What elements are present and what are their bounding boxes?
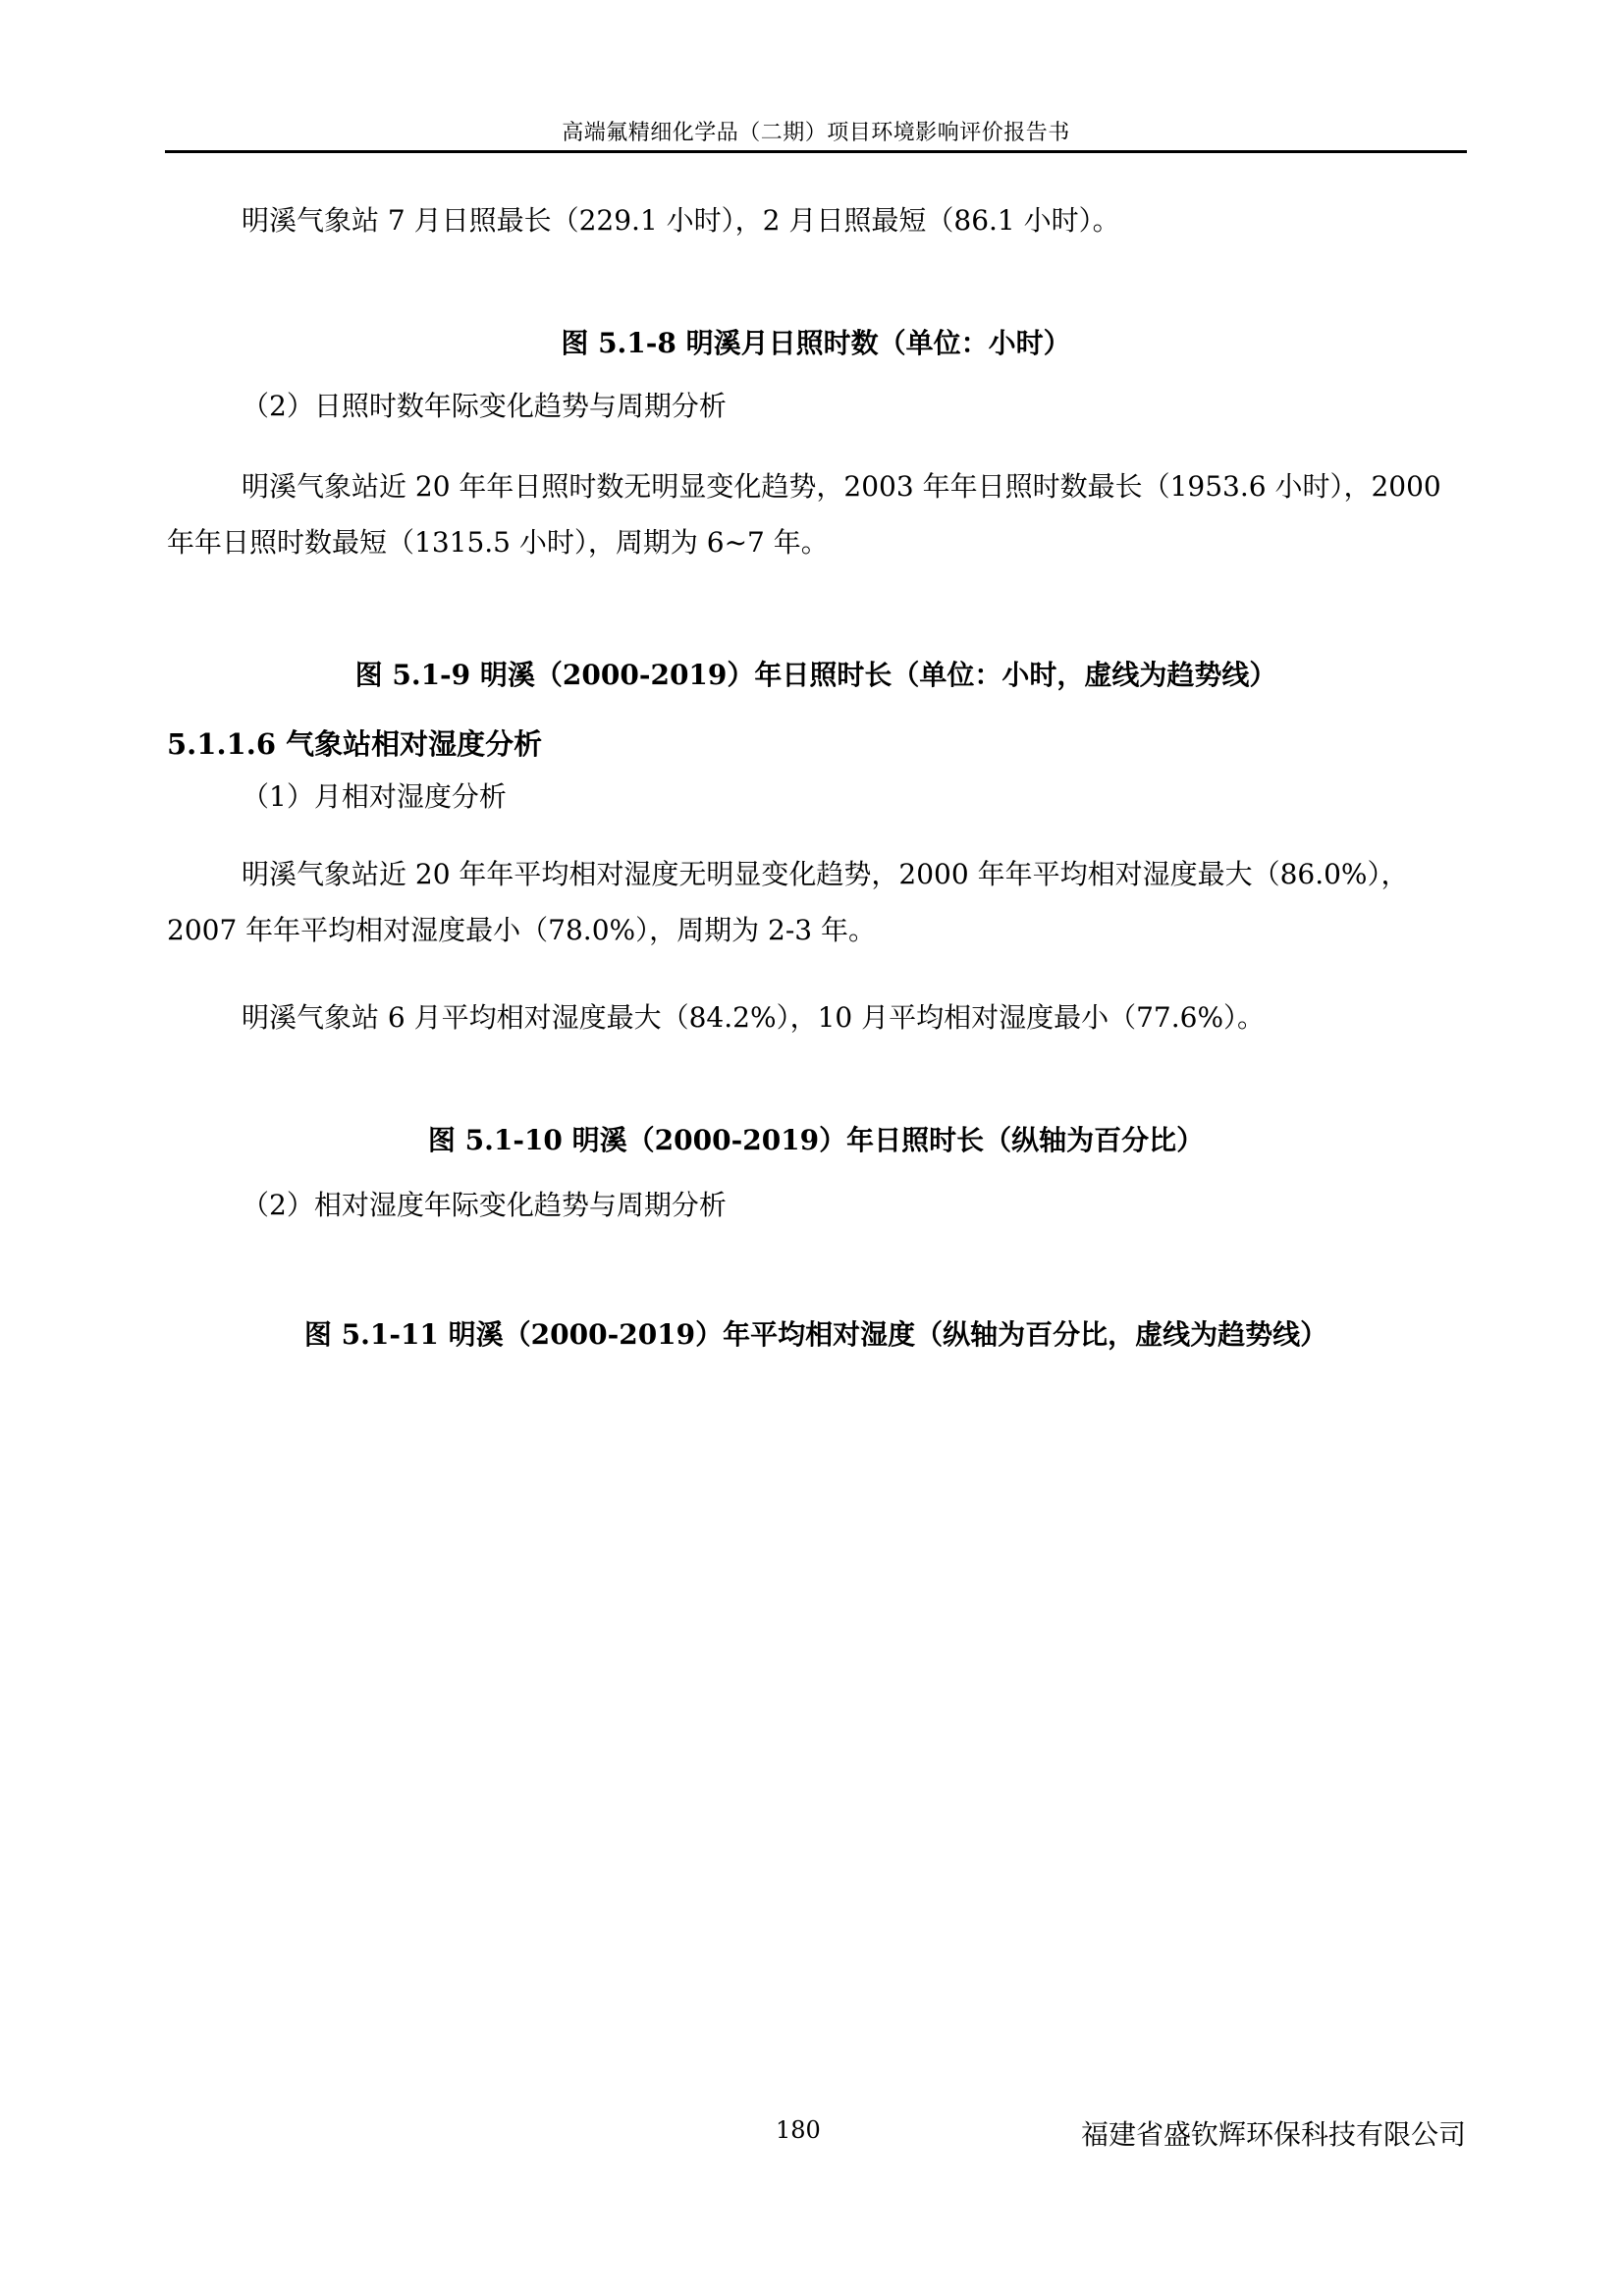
figure-caption-5-1-8: 图 5.1-8 明溪月日照时数（单位：小时） [561,327,1071,359]
page-number: 180 [776,2116,821,2144]
paragraph-humidity-month: 明溪气象站 6 月平均相对湿度最大（84.2%），10 月平均相对湿度最小（77.6%）。 [242,1001,1266,1034]
subheading-sunshine-interannual: （2）日照时数年际变化趋势与周期分析 [242,390,727,422]
figure-caption-5-1-10: 图 5.1-10 明溪（2000-2019）年日照时长（纵轴为百分比） [427,1124,1205,1156]
figure-caption-5-1-9: 图 5.1-9 明溪（2000-2019）年日照时长（单位：小时，虚线为趋势线） [354,659,1277,691]
paragraph-sunshine-trend: 明溪气象站近 20 年年日照时数无明显变化趋势，2003 年年日照时数最长（1953.6 小时），2000 年年日照时数最短（1315.5 小时），周期为 6~7 年。 [167,470,1441,559]
footer-company-name: 福建省盛钦辉环保科技有限公司 [1080,2118,1466,2151]
page-header-title: 高端氟精细化学品（二期）项目环境影响评价报告书 [562,121,1070,145]
paragraph-sunshine-month: 明溪气象站 7 月日照最长（229.1 小时），2 月日照最短（86.1 小时）。 [242,204,1120,237]
figure-caption-5-1-11: 图 5.1-11 明溪（2000-2019）年平均相对湿度（纵轴为百分比，虚线为趋势线） [303,1318,1328,1351]
section-heading-5-1-1-6: 5.1.1.6 气象站相对湿度分析 [167,727,543,761]
header-divider [165,150,1467,153]
subheading-humidity-monthly: （1）月相对湿度分析 [242,780,507,813]
subheading-humidity-interannual: （2）相对湿度年际变化趋势与周期分析 [242,1189,727,1221]
paragraph-humidity-trend: 明溪气象站近 20 年年平均相对湿度无明显变化趋势，2000 年年平均相对湿度最大（86.0%），2007 年年平均相对湿度最小（78.0%），周期为 2-3 年。 [167,858,1409,946]
